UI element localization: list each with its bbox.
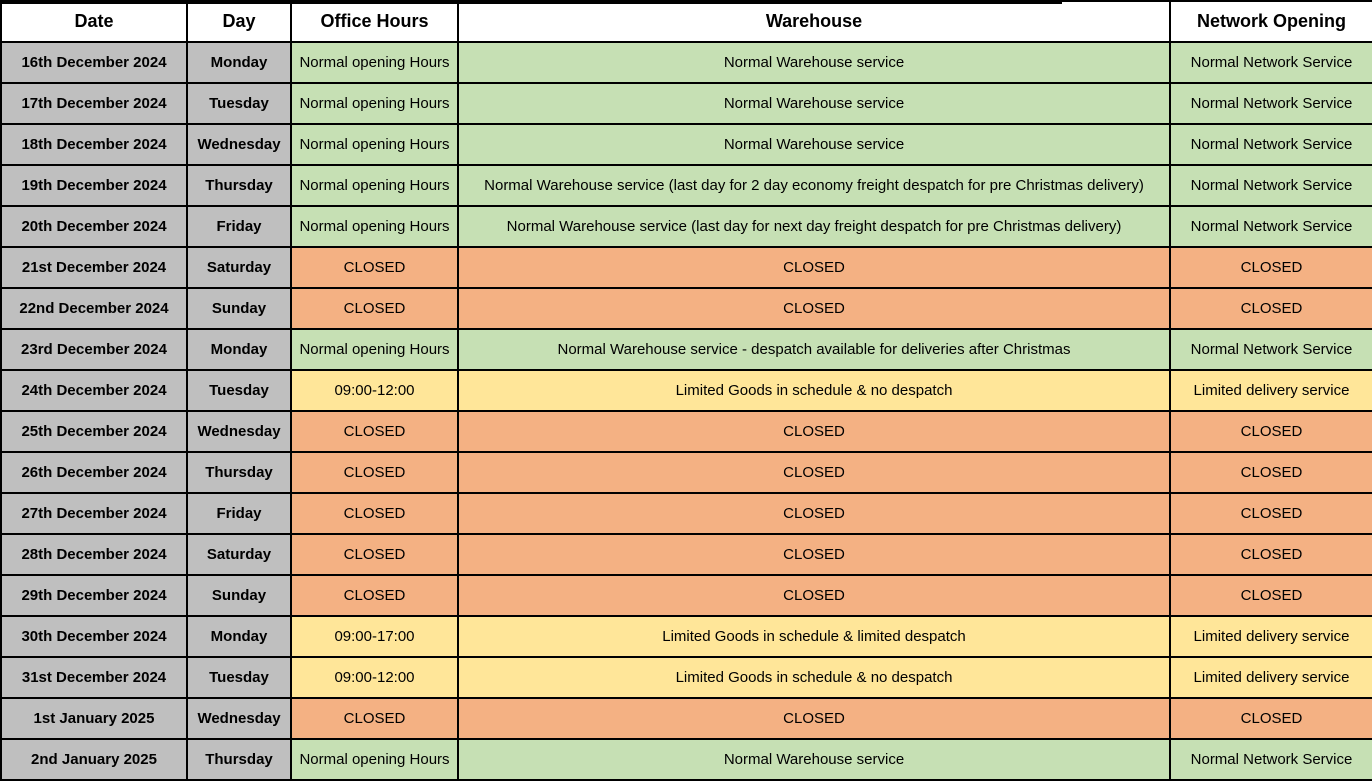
office-hours-cell: Normal opening Hours <box>291 165 458 206</box>
date-cell: 22nd December 2024 <box>1 288 187 329</box>
date-cell: 2nd January 2025 <box>1 739 187 780</box>
office-hours-cell: CLOSED <box>291 575 458 616</box>
warehouse-cell: Normal Warehouse service <box>458 739 1170 780</box>
date-cell: 30th December 2024 <box>1 616 187 657</box>
network-opening-cell: Normal Network Service <box>1170 206 1372 247</box>
day-cell: Tuesday <box>187 83 291 124</box>
day-cell: Wednesday <box>187 124 291 165</box>
office-hours-cell: CLOSED <box>291 493 458 534</box>
date-cell: 29th December 2024 <box>1 575 187 616</box>
date-cell: 27th December 2024 <box>1 493 187 534</box>
date-cell: 31st December 2024 <box>1 657 187 698</box>
table-row <box>1 165 1372 206</box>
day-cell: Saturday <box>187 534 291 575</box>
table-row <box>1 370 1372 411</box>
day-cell: Sunday <box>187 575 291 616</box>
top-border-line <box>0 0 1062 4</box>
warehouse-cell: CLOSED <box>458 288 1170 329</box>
office-hours-cell: Normal opening Hours <box>291 206 458 247</box>
table-row <box>1 739 1372 780</box>
header-office-hours: Office Hours <box>291 1 458 42</box>
network-opening-cell: CLOSED <box>1170 452 1372 493</box>
office-hours-cell: Normal opening Hours <box>291 124 458 165</box>
network-opening-cell: CLOSED <box>1170 493 1372 534</box>
day-cell: Thursday <box>187 165 291 206</box>
office-hours-cell: CLOSED <box>291 247 458 288</box>
day-cell: Tuesday <box>187 370 291 411</box>
warehouse-cell: Normal Warehouse service (last day for 2 day economy freight despatch for pre Christmas delivery) <box>458 165 1170 206</box>
network-opening-cell: CLOSED <box>1170 534 1372 575</box>
day-cell: Thursday <box>187 739 291 780</box>
day-cell: Thursday <box>187 452 291 493</box>
network-opening-cell: CLOSED <box>1170 698 1372 739</box>
date-cell: 26th December 2024 <box>1 452 187 493</box>
table-row <box>1 411 1372 452</box>
warehouse-cell: Limited Goods in schedule & no despatch <box>458 370 1170 411</box>
table-row <box>1 329 1372 370</box>
warehouse-cell: Normal Warehouse service <box>458 83 1170 124</box>
day-cell: Friday <box>187 206 291 247</box>
table-row <box>1 575 1372 616</box>
warehouse-cell: Limited Goods in schedule & no despatch <box>458 657 1170 698</box>
office-hours-cell: Normal opening Hours <box>291 83 458 124</box>
day-cell: Monday <box>187 42 291 83</box>
network-opening-cell: Limited delivery service <box>1170 657 1372 698</box>
office-hours-cell: CLOSED <box>291 698 458 739</box>
office-hours-cell: CLOSED <box>291 534 458 575</box>
day-cell: Tuesday <box>187 657 291 698</box>
office-hours-cell: 09:00-17:00 <box>291 616 458 657</box>
warehouse-cell: CLOSED <box>458 411 1170 452</box>
network-opening-cell: Normal Network Service <box>1170 42 1372 83</box>
date-cell: 24th December 2024 <box>1 370 187 411</box>
header-date: Date <box>1 1 187 42</box>
warehouse-cell: CLOSED <box>458 534 1170 575</box>
office-hours-cell: CLOSED <box>291 288 458 329</box>
table-row <box>1 247 1372 288</box>
table-row <box>1 124 1372 165</box>
network-opening-cell: CLOSED <box>1170 247 1372 288</box>
date-cell: 17th December 2024 <box>1 83 187 124</box>
day-cell: Monday <box>187 616 291 657</box>
date-cell: 28th December 2024 <box>1 534 187 575</box>
office-hours-cell: Normal opening Hours <box>291 739 458 780</box>
header-warehouse: Warehouse <box>458 1 1170 42</box>
date-cell: 19th December 2024 <box>1 165 187 206</box>
warehouse-cell: Limited Goods in schedule & limited despatch <box>458 616 1170 657</box>
network-opening-cell: Normal Network Service <box>1170 124 1372 165</box>
office-hours-cell: CLOSED <box>291 411 458 452</box>
date-cell: 23rd December 2024 <box>1 329 187 370</box>
day-cell: Wednesday <box>187 698 291 739</box>
office-hours-cell: Normal opening Hours <box>291 42 458 83</box>
office-hours-cell: Normal opening Hours <box>291 329 458 370</box>
schedule-body <box>1 42 1372 780</box>
header-network-opening: Network Opening <box>1170 1 1372 42</box>
network-opening-cell: CLOSED <box>1170 411 1372 452</box>
date-cell: 16th December 2024 <box>1 42 187 83</box>
table-row <box>1 657 1372 698</box>
table-row <box>1 698 1372 739</box>
office-hours-cell: CLOSED <box>291 452 458 493</box>
warehouse-cell: Normal Warehouse service (last day for next day freight despatch for pre Christmas delivery) <box>458 206 1170 247</box>
table-row <box>1 534 1372 575</box>
warehouse-cell: CLOSED <box>458 698 1170 739</box>
network-opening-cell: Limited delivery service <box>1170 616 1372 657</box>
table-row <box>1 206 1372 247</box>
warehouse-cell: CLOSED <box>458 575 1170 616</box>
table-row <box>1 83 1372 124</box>
network-opening-cell: Limited delivery service <box>1170 370 1372 411</box>
table-row <box>1 288 1372 329</box>
warehouse-cell: Normal Warehouse service - despatch available for deliveries after Christmas <box>458 329 1170 370</box>
header-row <box>1 1 1372 42</box>
date-cell: 18th December 2024 <box>1 124 187 165</box>
office-hours-cell: 09:00-12:00 <box>291 370 458 411</box>
warehouse-cell: Normal Warehouse service <box>458 42 1170 83</box>
day-cell: Friday <box>187 493 291 534</box>
network-opening-cell: CLOSED <box>1170 575 1372 616</box>
table-row <box>1 42 1372 83</box>
date-cell: 25th December 2024 <box>1 411 187 452</box>
network-opening-cell: Normal Network Service <box>1170 83 1372 124</box>
day-cell: Saturday <box>187 247 291 288</box>
office-hours-cell: 09:00-12:00 <box>291 657 458 698</box>
network-opening-cell: Normal Network Service <box>1170 165 1372 206</box>
date-cell: 20th December 2024 <box>1 206 187 247</box>
table-row <box>1 452 1372 493</box>
day-cell: Sunday <box>187 288 291 329</box>
day-cell: Monday <box>187 329 291 370</box>
day-cell: Wednesday <box>187 411 291 452</box>
network-opening-cell: Normal Network Service <box>1170 329 1372 370</box>
warehouse-cell: CLOSED <box>458 493 1170 534</box>
network-opening-cell: Normal Network Service <box>1170 739 1372 780</box>
table-row <box>1 616 1372 657</box>
warehouse-cell: CLOSED <box>458 247 1170 288</box>
network-opening-cell: CLOSED <box>1170 288 1372 329</box>
table-row <box>1 493 1372 534</box>
header-day: Day <box>187 1 291 42</box>
warehouse-cell: Normal Warehouse service <box>458 124 1170 165</box>
date-cell: 21st December 2024 <box>1 247 187 288</box>
date-cell: 1st January 2025 <box>1 698 187 739</box>
warehouse-cell: CLOSED <box>458 452 1170 493</box>
